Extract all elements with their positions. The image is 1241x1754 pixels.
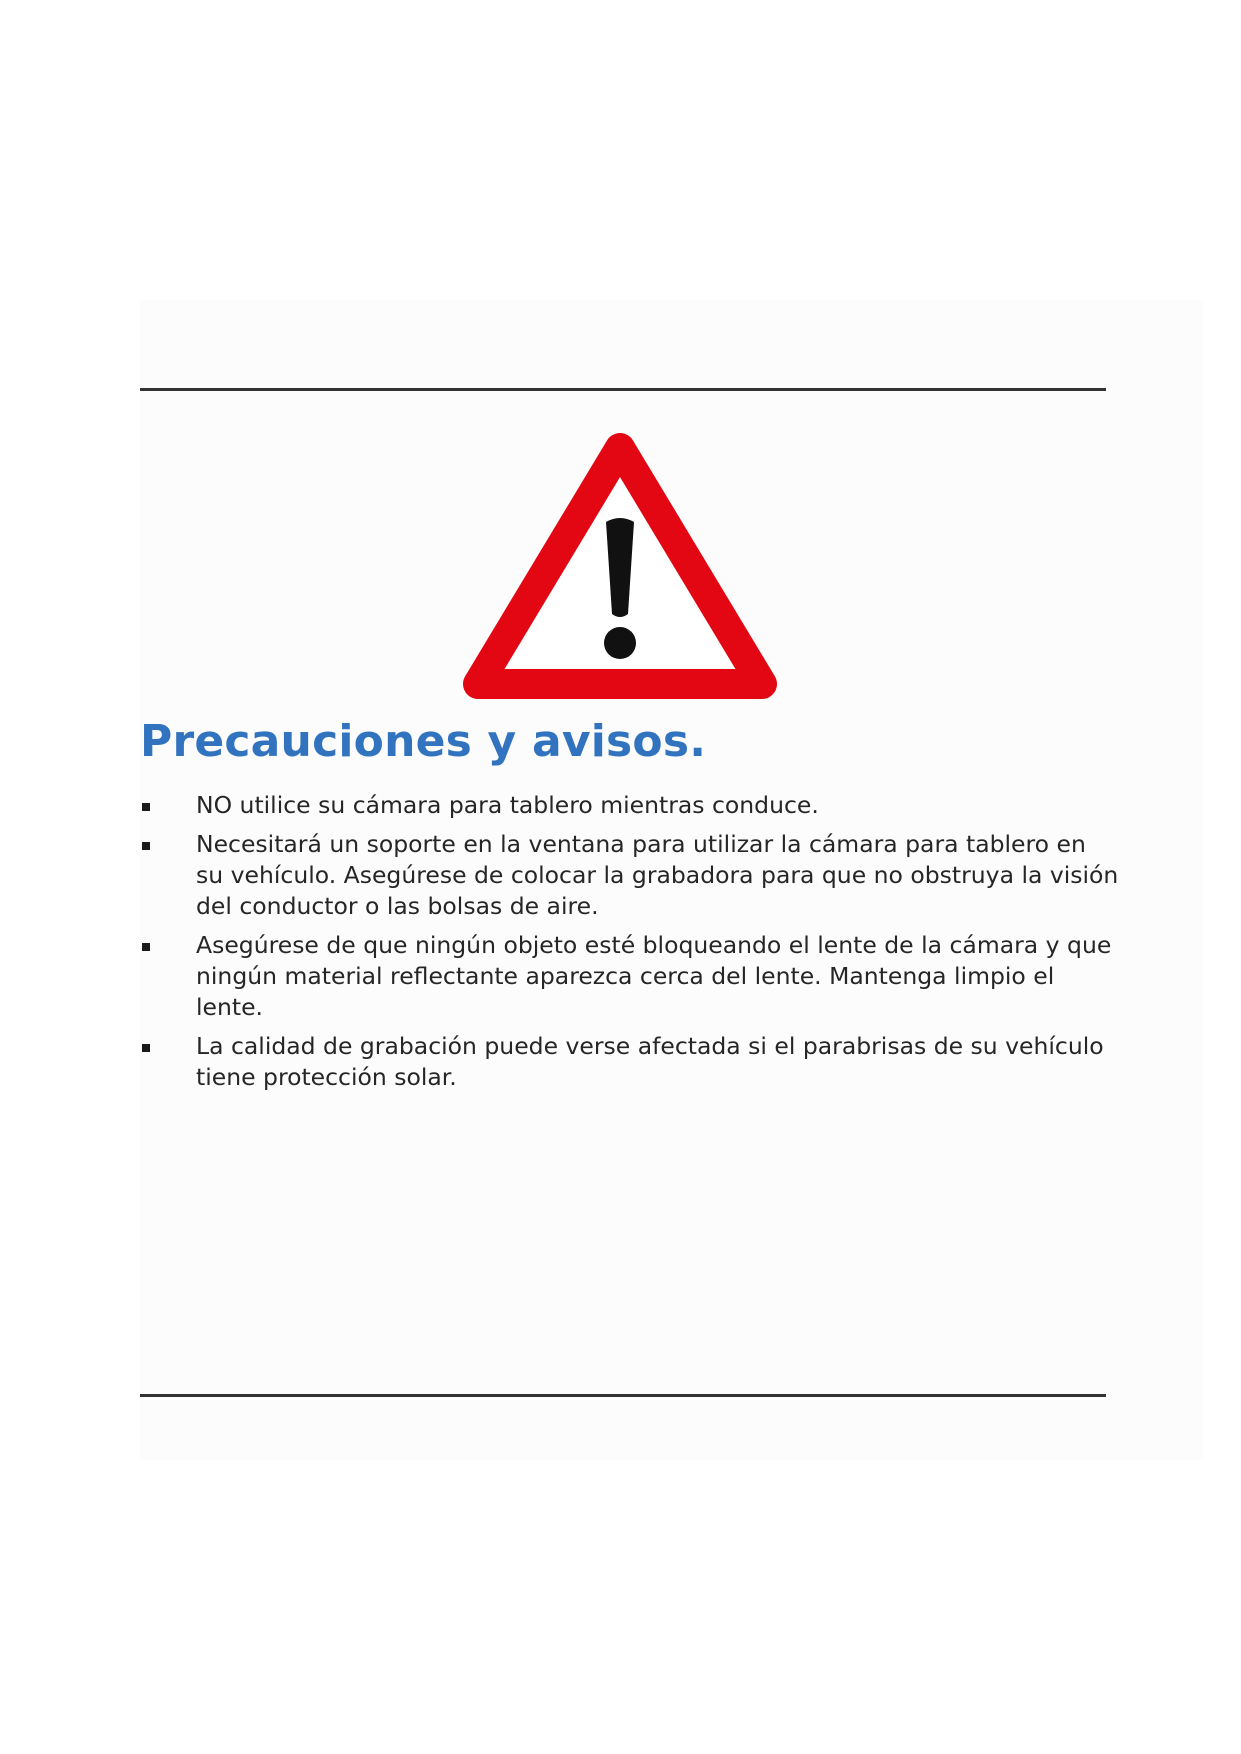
bottom-rule (140, 1394, 1106, 1397)
top-rule (140, 388, 1106, 391)
list-item-text: La calidad de grabación puede verse afectada si el parabrisas de su vehículo tiene protección solar. (196, 1032, 1104, 1091)
list-item (140, 829, 1120, 922)
bullet-icon (142, 1044, 150, 1052)
page-title: Precauciones y avisos. (140, 716, 707, 767)
warning-triangle-icon (460, 430, 780, 710)
bullet-icon (142, 803, 150, 811)
list-item-text: Asegúrese de que ningún objeto esté bloqueando el lente de la cámara y que ningún material reflectante aparezca cerca del lente. Mantenga limpio el lente. (196, 931, 1112, 1021)
list-item (140, 790, 1120, 821)
precautions-list (140, 790, 1120, 1101)
list-item (140, 1031, 1120, 1093)
list-item (140, 930, 1120, 1023)
bullet-icon (142, 842, 150, 850)
list-item-text: Necesitará un soporte en la ventana para utilizar la cámara para tablero en su vehículo. Asegúrese de colocar la grabadora para que no obstruya la visión del conductor o las bolsas de aire. (196, 830, 1119, 920)
list-item-text: NO utilice su cámara para tablero mientras conduce. (196, 791, 819, 819)
bullet-icon (142, 943, 150, 951)
